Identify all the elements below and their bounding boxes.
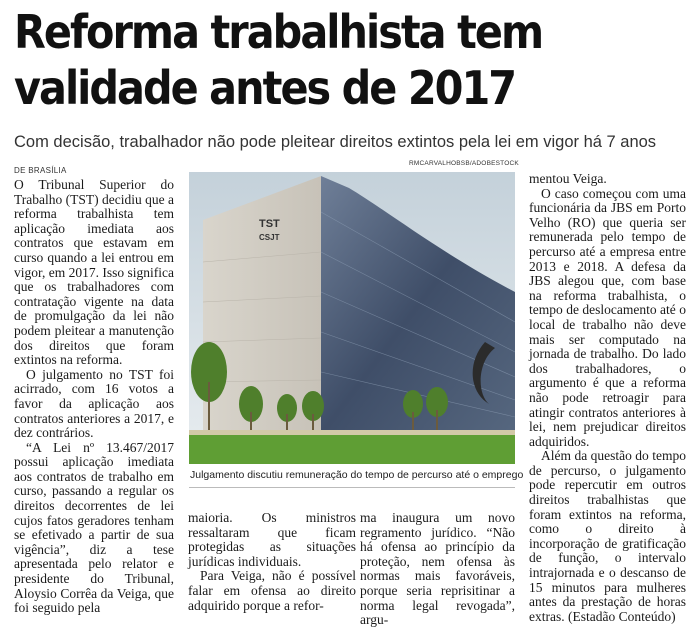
building-sign-tst: TST: [259, 218, 280, 230]
article-column-3: [360, 511, 515, 628]
paragraph: mentou Veiga.: [529, 171, 607, 186]
caption-divider: [189, 487, 515, 488]
paragraph: O julgamento no TST foi acirrado, com 16 votos a favor da aplicação aos contratos anteriores a 2017, e dez contrários.: [14, 366, 174, 441]
paragraph: “A Lei nº 13.467/2017 possui aplicação imediata aos contratos de trabalho em curso, passando a regular os direitos decorrentes de lei cujos fatos geradores tenham se efetivado a partir de sua vigência”, diz a tese apresentada pelo relator e presidente do Tribunal, Aloysio Corrêa da Veiga, que foi seguido pela: [14, 439, 174, 616]
photo-credit: RMCARVALHOBSB/ADOBESTOCK: [409, 160, 519, 167]
subtitle: Com decisão, trabalhador não pode pleitear direitos extintos pela lei em vigor há 7 anos: [14, 133, 657, 151]
headline-line-2: validade antes de 2017: [14, 61, 516, 115]
paragraph: ma inaugura um novo regramento jurídico. “Não há ofensa ao princípio da proteção, nem ofensa às normas mais favoráveis, porque seria reprisitinar a norma legal revogada”, argu-: [360, 510, 515, 628]
paragraph: Para Veiga, não é possível falar em ofensa ao direito adquirido porque a refor-: [188, 568, 356, 613]
paragraph: Além da questão do tempo de percurso, o julgamento pode repercutir em outros direitos trabalhistas que foram extintos na reforma, como o direito à incorporação de gratificação de função, o intervalo intrajornada e o descanso de 15 minutos para mulheres antes da prestação de horas extras. (Estadão Conteúdo): [529, 448, 686, 624]
dateline: DE BRASÍLIA: [14, 166, 67, 175]
headline-line-1: Reforma trabalhista tem: [14, 5, 543, 59]
paragraph: maioria. Os ministros ressaltaram que ficam protegidas as situações jurídicas individuais.: [188, 510, 356, 569]
article-photo: [189, 172, 515, 464]
photo-caption: Julgamento discutiu remuneração do tempo de percurso até o emprego: [190, 469, 524, 481]
headline: [14, 4, 622, 116]
article-column-4: [529, 172, 686, 624]
paragraph: O Tribunal Superior do Trabalho (TST) decidiu que a reforma trabalhista tem aplicação imediata aos contratos que estavam em curso quando a lei entrou em vigor, em 2017. Isso significa que os trabalhadores com contratação vigente na data de promulgação da lei não podem pleitear a manutenção dos direitos que foram extintos na reforma.: [14, 177, 174, 368]
building-sign-csjt: CSJT: [259, 233, 280, 242]
article-column-1: [14, 178, 174, 616]
article-column-2: [188, 511, 356, 613]
paragraph: O caso começou com uma funcionária da JBS em Porto Velho (RO) que queria ser remunerada pelo tempo de percurso até a empresa entre 2013 e 2018. A defesa da JBS alegou que, com base na reforma trabalhista, o tempo de deslocamento até o local de trabalho não deve mais ser computado na jornada de trabalho. Do lado dos trabalhadores, o argumento é que a reforma não pode retroagir para atingir contratos anteriores à lei, nem prejudicar direitos adquiridos.: [529, 185, 686, 449]
